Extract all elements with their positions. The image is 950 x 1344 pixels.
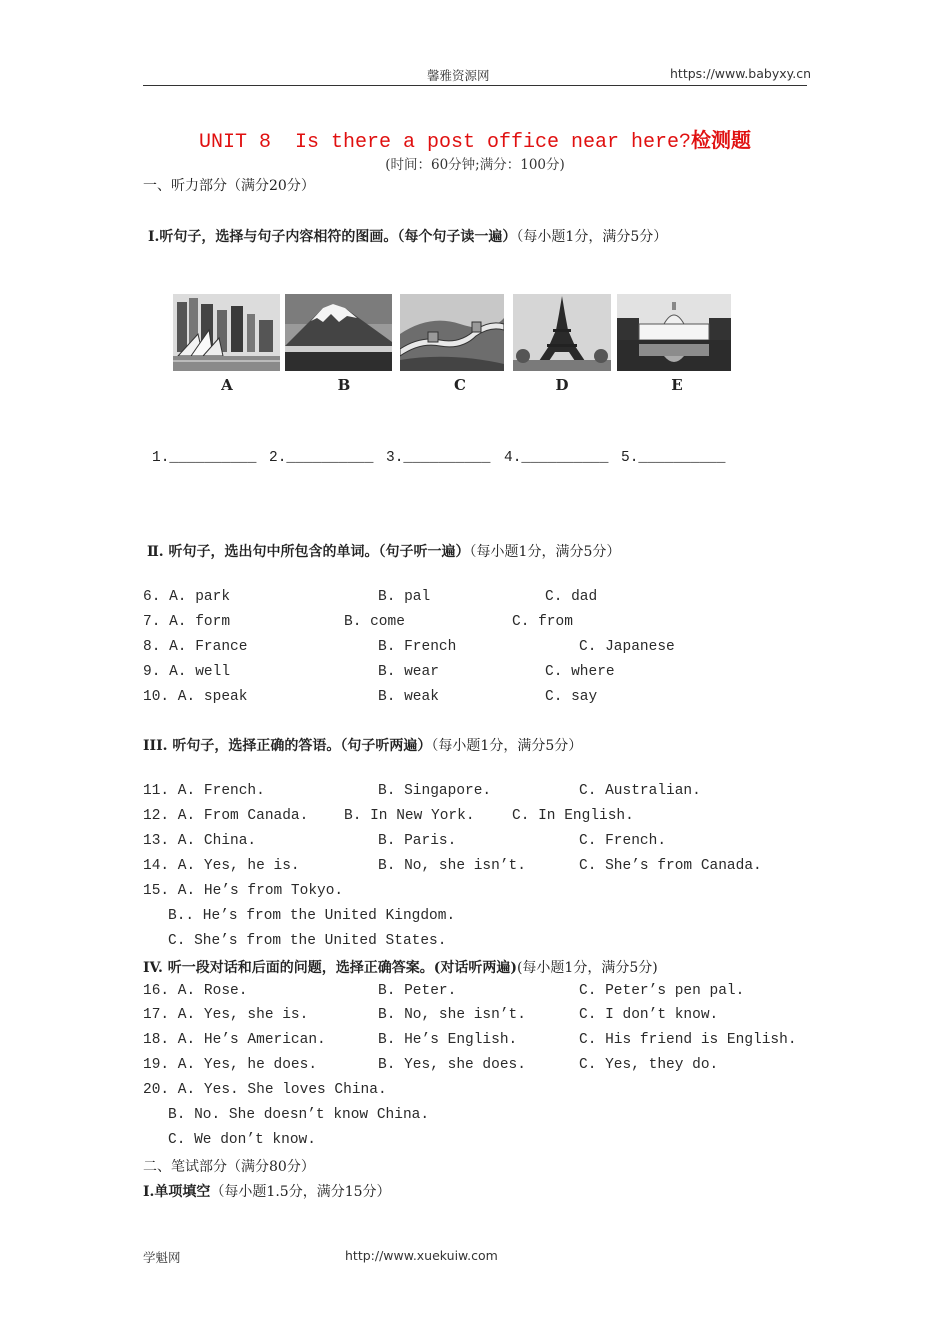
q19-option-a: 19. A. Yes, he does. (143, 1057, 318, 1073)
q15-option-b: B.. He’s from the United Kingdom. (168, 908, 456, 924)
picture-label-b: B (337, 376, 351, 394)
header-rule (143, 85, 807, 86)
answer-blank-5[interactable]: 5.__________ (621, 450, 726, 466)
eiffel-tower-image (513, 294, 611, 371)
section2-scoring: （每小题1分，满分5分） (469, 544, 621, 560)
header-site-name: 馨雅资源网 (427, 68, 490, 83)
title-english: UNIT 8 Is there a post office near here? (198, 131, 692, 154)
q12-option-c: C. In English. (512, 808, 634, 824)
answer-blank-2[interactable]: 2.__________ (269, 450, 374, 466)
q16-option-c: C. Peter’s pen pal. (579, 983, 745, 999)
q11-option-b: B. Singapore. (378, 783, 492, 799)
q10-option-b: B. weak (378, 689, 439, 705)
sydney-opera-house-image (173, 294, 280, 371)
q16-option-b: B. Peter. (378, 983, 457, 999)
picture-label-e: E (671, 376, 683, 394)
q20-option-c: C. We don’t know. (168, 1132, 316, 1148)
footer-url: http://www.xuekuiw.com (345, 1248, 498, 1263)
section5-scoring: （每小题1.5分，满分15分） (210, 1184, 391, 1200)
q15-option-a: 15. A. He’s from Tokyo. (143, 883, 344, 899)
q6-option-c: C. dad (545, 589, 598, 605)
picture-label-a: A (221, 376, 233, 394)
q9-option-a: 9. A. well (143, 664, 231, 680)
answer-blank-3[interactable]: 3.__________ (386, 450, 491, 466)
q8-option-b: B. French (378, 639, 457, 655)
answer-blank-4[interactable]: 4.__________ (504, 450, 609, 466)
q8-option-c: C. Japanese (579, 639, 675, 655)
q6-option-a: 6. A. park (143, 589, 231, 605)
section3-title: III. 听句子，选择正确的答语。（句子听两遍） (143, 738, 432, 754)
section1-heading (148, 226, 667, 246)
q20-option-b: B. No. She doesn’t know China. (168, 1107, 430, 1123)
q18-option-b: B. He’s English. (378, 1032, 518, 1048)
mount-fuji-image (285, 294, 392, 371)
part2-heading: 二、笔试部分（满分80分） (143, 1159, 315, 1175)
q7-option-a: 7. A. form (143, 614, 231, 630)
q20-option-a: 20. A. Yes. She loves China. (143, 1082, 387, 1098)
part1-heading: 一、听力部分（满分20分） (143, 178, 315, 194)
picture-label-d: D (555, 376, 569, 394)
capitol-building-image (617, 294, 731, 371)
great-wall-image (400, 294, 504, 371)
section5-heading (143, 1181, 391, 1201)
section1-title: Ⅰ.听句子，选择与句子内容相符的图画。（每个句子读一遍） (148, 229, 517, 245)
q13-option-a: 13. A. China. (143, 833, 257, 849)
q19-option-b: B. Yes, she does. (378, 1057, 526, 1073)
header-url: https://www.babyxy.cn (670, 66, 812, 81)
q8-option-a: 8. A. France (143, 639, 248, 655)
q16-option-a: 16. A. Rose. (143, 983, 248, 999)
q11-option-c: C. Australian. (579, 783, 701, 799)
title-chinese: 检测题 (691, 128, 752, 152)
section5-title: Ⅰ.单项填空 (143, 1184, 211, 1200)
section4-scoring: (每小题1分，满分5分) (516, 960, 658, 976)
section3-heading (143, 735, 582, 755)
q14-option-c: C. She’s from Canada. (579, 858, 762, 874)
q7-option-b: B. come (344, 614, 405, 630)
q14-option-b: B. No, she isn’t. (378, 858, 526, 874)
q17-option-a: 17. A. Yes, she is. (143, 1007, 309, 1023)
q14-option-a: 14. A. Yes, he is. (143, 858, 300, 874)
section2-heading (147, 541, 620, 561)
footer-site-name: 学魁网 (143, 1250, 181, 1265)
q7-option-c: C. from (512, 614, 573, 630)
subtitle: (时间：60分钟;满分：100分) (385, 157, 565, 173)
q18-option-c: C. His friend is English. (579, 1032, 797, 1048)
q11-option-a: 11. A. French. (143, 783, 265, 799)
q9-option-c: C. where (545, 664, 615, 680)
q17-option-b: B. No, she isn’t. (378, 1007, 526, 1023)
q18-option-a: 18. A. He’s American. (143, 1032, 326, 1048)
q15-option-c: C. She’s from the United States. (168, 933, 447, 949)
q19-option-c: C. Yes, they do. (579, 1057, 719, 1073)
q17-option-c: C. I don’t know. (579, 1007, 719, 1023)
q10-option-c: C. say (545, 689, 598, 705)
q9-option-b: B. wear (378, 664, 439, 680)
section1-scoring: （每小题1分，满分5分） (516, 229, 668, 245)
page-title (0, 124, 950, 154)
q12-option-a: 12. A. From Canada. (143, 808, 309, 824)
answer-blank-1[interactable]: 1.__________ (152, 450, 257, 466)
section4-title: IV. 听一段对话和后面的问题，选择正确答案。(对话听两遍) (143, 960, 517, 976)
q13-option-c: C. French. (579, 833, 667, 849)
q6-option-b: B. pal (378, 589, 431, 605)
section3-scoring: （每小题1分，满分5分） (431, 738, 583, 754)
section2-title: Ⅱ. 听句子，选出句中所包含的单词。（句子听一遍） (147, 544, 470, 560)
q12-option-b: B. In New York. (344, 808, 475, 824)
q13-option-b: B. Paris. (378, 833, 457, 849)
section4-heading (143, 957, 658, 977)
q10-option-a: 10. A. speak (143, 689, 248, 705)
picture-label-c: C (454, 376, 466, 394)
